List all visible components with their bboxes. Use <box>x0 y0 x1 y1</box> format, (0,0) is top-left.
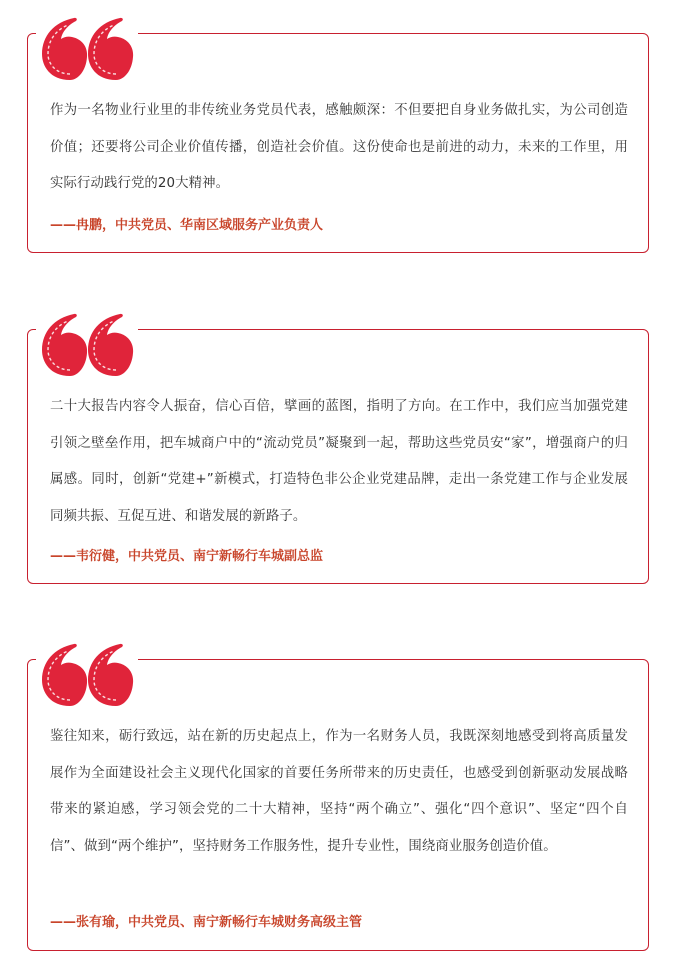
quote-author: ——韦衍健，中共党员、南宁新畅行车城副总监 <box>50 549 324 564</box>
quote-mark-icon <box>36 16 138 82</box>
quote-text: 二十大报告内容令人振奋，信心百倍，擘画的蓝图，指明了方向。在工作中，我们应当加强党建引领之壁垒作用，把车城商户中的“流动党员”凝聚到一起，帮助这些党员安“家”，增强商户的归属感。同时，创新“党建+”新模式，打造特色非公企业党建品牌，走出一条党建工作与企业发展同频共振、互促互进、和谐发展的新路子。 <box>50 399 628 524</box>
quote-text: 鉴往知来，砺行致远，站在新的历史起点上，作为一名财务人员，我既深刻地感受到将高质量发展作为全面建设社会主义现代化国家的首要任务所带来的历史责任，也感受到创新驱动发展战略带来的紧迫感，学习领会党的二十大精神，坚持“两个确立”、强化“四个意识”、坚定“四个自信”、做到“两个维护”，坚持财务工作服务性，提升专业性，围绕商业服务创造价值。 <box>50 729 628 854</box>
quote-card-1 <box>27 33 649 253</box>
quote-card-3 <box>27 659 649 951</box>
quote-author: ——张有瑜，中共党员、南宁新畅行车城财务高级主管 <box>50 915 363 930</box>
quote-author: ——冉鹏，中共党员、华南区域服务产业负责人 <box>50 218 324 233</box>
quote-card-2 <box>27 329 649 584</box>
quote-mark-icon <box>36 312 138 378</box>
quote-mark-icon <box>36 642 138 708</box>
quote-text: 作为一名物业行业里的非传统业务党员代表，感触颇深：不但要把自身业务做扎实，为公司创造价值；还要将公司企业价值传播，创造社会价值。这份使命也是前进的动力，未来的工作里，用实际行动践行党的20大精神。 <box>50 103 628 191</box>
